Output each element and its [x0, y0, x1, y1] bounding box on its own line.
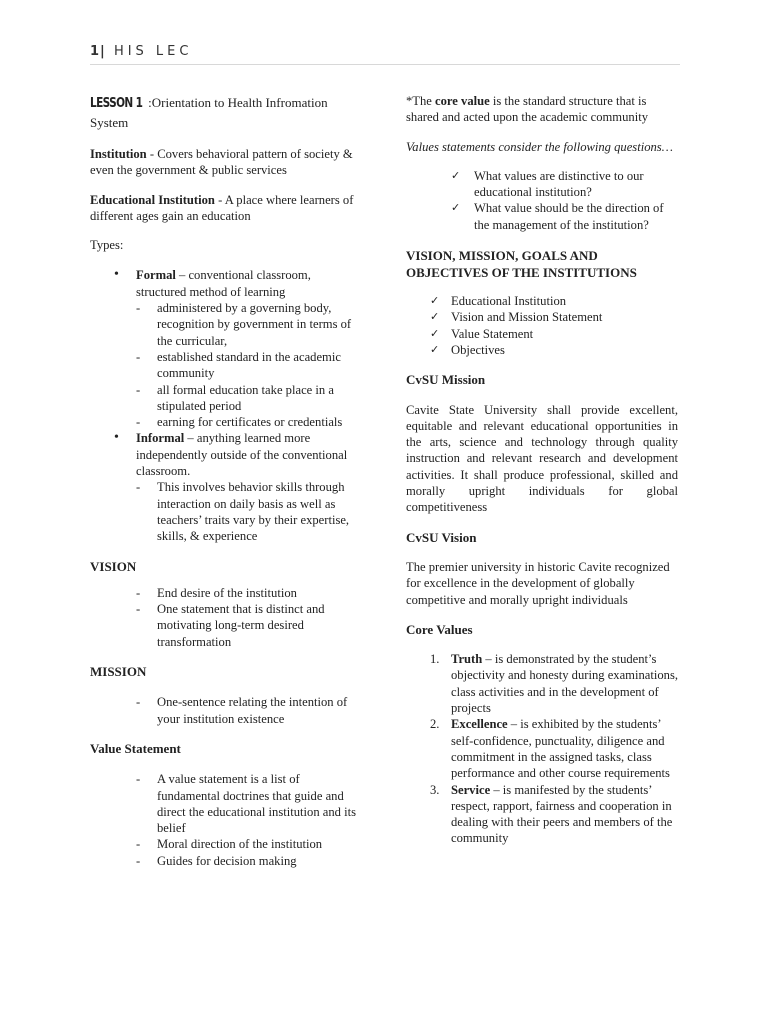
core-value-item: 1. Truth – is demonstrated by the student’s objectivity and honesty during examinations, class activities and in the development of projects	[430, 652, 678, 716]
core-value-text: is the standard structure that is shared and acted upon the academic community	[406, 94, 648, 125]
institution-term: Institution	[90, 147, 147, 161]
vmgo-heading: VISION, MISSION, GOALS AND OBJECTIVES OF THE INSTITUTIONS	[406, 248, 637, 281]
check-icon: ✓	[430, 294, 440, 308]
question-item: ✓ What value should be the direction of the management of the institution?	[451, 201, 664, 232]
core-value-item: 3. Service – is manifested by the students’ respect, rapport, fairness and cooperation in dealing with their peers and members of the community	[430, 782, 673, 846]
core-value-item: 2. Excellence – is exhibited by the students’ self-confidence, punctuality, diligence and commitment in the assigned tasks, class performance and other course requirements	[430, 717, 670, 781]
check-icon: ✓	[430, 326, 440, 340]
vision-item: - End desire of the institution	[136, 585, 297, 600]
types-list	[90, 267, 362, 544]
vmgo-item: ✓ Objectives	[430, 342, 505, 357]
vmgo-list	[406, 293, 678, 358]
vmgo-item: ✓ Educational Institution	[430, 294, 567, 309]
vmgo-item: ✓ Vision and Mission Statement	[430, 310, 603, 325]
edu-institution-term: Educational Institution	[90, 192, 215, 207]
left-column	[90, 90, 362, 869]
informal-item: - This involves behavior skills through interaction on daily basis as well as teachers’ traits vary by their expertise, skills, & experience	[136, 480, 350, 544]
formal-text: – conventional classroom, structured method of learning	[136, 268, 311, 299]
institution-definition	[90, 146, 362, 179]
value-item: - Moral direction of the institution	[136, 837, 323, 852]
check-icon: ✓	[430, 342, 440, 356]
value-item: - A value statement is a list of fundamental doctrines that guide and direct the educational institution and its belief	[136, 772, 357, 836]
page-header	[90, 44, 678, 60]
lesson-title	[90, 93, 362, 133]
formal-term: Formal	[136, 268, 176, 283]
formal-item: - earning for certificates or credentials	[136, 415, 343, 430]
lesson-number: LESSON 1	[90, 95, 143, 111]
core-value-term: core value	[435, 94, 490, 108]
core-value-prefix: *The	[406, 94, 436, 108]
value-item: - Guides for decision making	[136, 853, 297, 868]
cvsu-mission-text: Cavite State University shall provide excellent, equitable and relevant educational opportunities in the arts, science and technology through quality instruction and relevant research and development activities. It shall produce professional, skilled and morally upright individuals for global competitiveness	[406, 402, 678, 515]
type-informal	[90, 430, 362, 479]
check-icon: ✓	[451, 168, 461, 182]
question-item: ✓ What values are distinctive to our educational institution?	[451, 168, 644, 200]
right-column	[406, 90, 678, 847]
core-values-heading: Core Values	[406, 621, 473, 637]
page-number: 1	[90, 44, 101, 59]
vision-item: - One statement that is distinct and motivating long-term desired transformation	[136, 602, 325, 649]
course-code: HIS LEC	[113, 44, 193, 59]
core-values-list	[406, 651, 678, 847]
check-icon: ✓	[451, 201, 461, 215]
mission-list	[90, 694, 362, 727]
check-icon: ✓	[430, 310, 440, 324]
types-label: Types:	[90, 238, 124, 253]
informal-text: – anything learned more independently outside of the conventional classroom.	[136, 431, 348, 479]
informal-term: Informal	[136, 431, 185, 446]
cvsu-mission-heading: CvSU Mission	[406, 372, 486, 388]
institution-text: - Covers behavioral pattern of society & even the government & public services	[90, 147, 353, 178]
mission-item: - One-sentence relating the intention of your institution existence	[136, 695, 348, 726]
header-rule	[90, 64, 680, 65]
vmgo-item: ✓ Value Statement	[430, 326, 534, 341]
vision-list	[90, 585, 362, 650]
formal-item: - all formal education take place in a stipulated period	[136, 382, 334, 413]
edu-institution-definition	[90, 192, 362, 225]
mission-heading: MISSION	[90, 664, 147, 680]
formal-item: - administered by a governing body, recognition by government in terms of the curricular,	[136, 301, 352, 348]
lesson-title-text: :Orientation to Health Infromation System	[90, 95, 328, 130]
core-value-note	[406, 93, 678, 126]
cvsu-vision-heading: CvSU Vision	[406, 529, 477, 545]
value-statement-heading: Value Statement	[90, 740, 181, 756]
values-intro: Values statements consider the following questions…	[406, 139, 673, 154]
edu-institution-text: - A place where learners of different ages gain an education	[90, 192, 354, 223]
cvsu-vision-text: The premier university in historic Cavite recognized for excellence in the development of globally competitive and morally upright individuals	[406, 559, 670, 607]
questions-list	[406, 168, 678, 233]
vision-heading: VISION	[90, 558, 137, 574]
type-formal	[90, 267, 362, 300]
formal-item: - established standard in the academic community	[136, 349, 341, 381]
value-statement-list	[90, 771, 362, 869]
header-separator: |	[100, 44, 106, 59]
